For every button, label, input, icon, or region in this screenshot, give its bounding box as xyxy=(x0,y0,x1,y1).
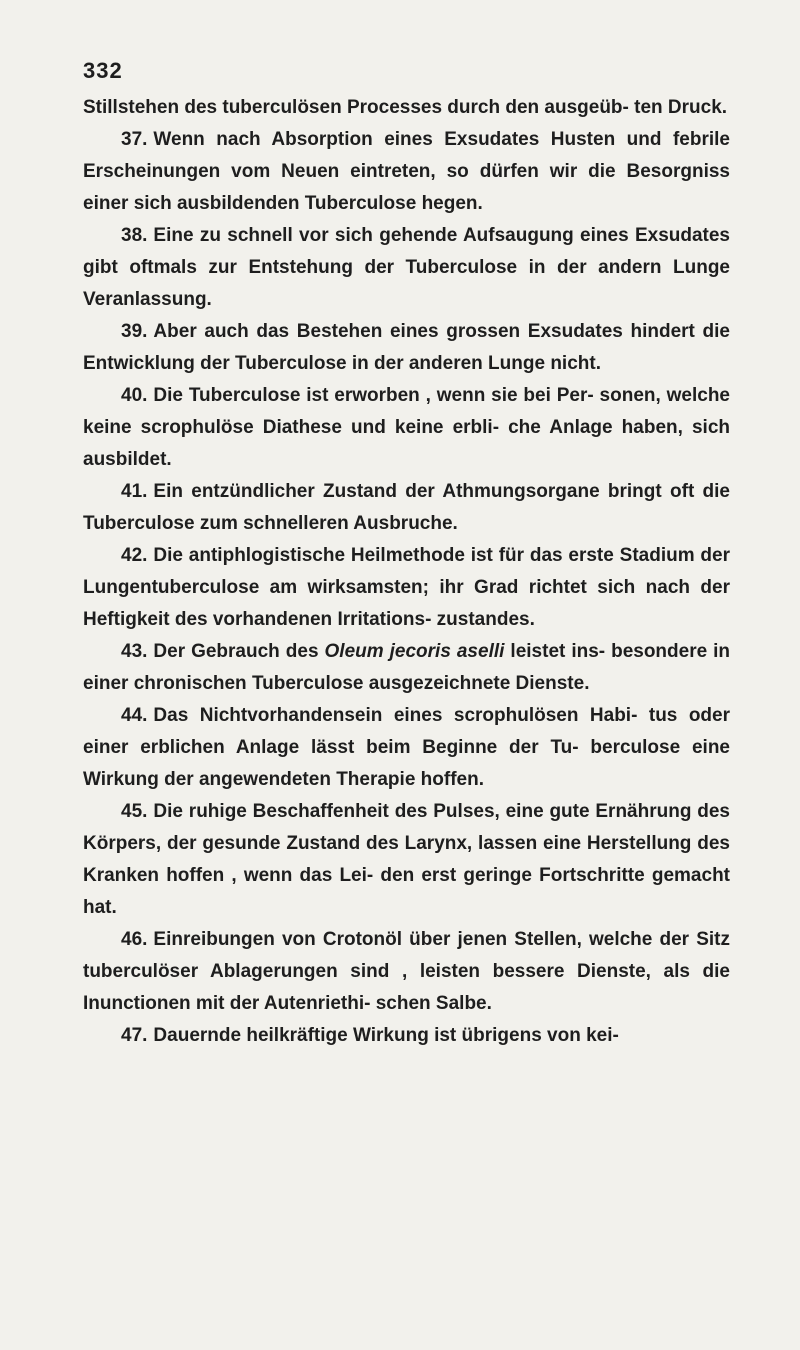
paragraph-41 xyxy=(83,476,730,540)
paragraph-text-before: Der Gebrauch des xyxy=(153,641,319,662)
paragraph-number: 47. xyxy=(121,1025,148,1046)
paragraph-text: Wenn nach Absorption eines Exsudates Husten und febrile Erscheinungen vom Neuen eintreten, so dürfen wir die Besorgniss einer sich ausbildenden Tuberculose hegen. xyxy=(83,129,730,214)
paragraph-40 xyxy=(83,380,730,476)
paragraph-number: 45. xyxy=(121,801,148,822)
paragraph-text: Einreibungen von Crotonöl über jenen Stellen, welche der Sitz tuberculöser Ablagerungen sind , leisten bessere Dienste, als die Inunctionen mit der Autenriethi- schen Salbe. xyxy=(83,929,730,1014)
paragraph-text: Die Tuberculose ist erworben , wenn sie bei Per- sonen, welche keine scrophulöse Diathese und keine erbli- che Anlage haben, sich ausbildet. xyxy=(83,385,730,470)
paragraph-text-after: leistet ins- besondere in einer chronischen Tuberculose ausgezeichnete Dienste. xyxy=(83,641,731,694)
paragraph-44 xyxy=(83,700,730,796)
paragraph-text: Aber auch das Bestehen eines grossen Exsudates hindert die Entwicklung der Tuberculose in der anderen Lunge nicht. xyxy=(83,321,730,374)
paragraph-text: Das Nichtvorhandensein eines scrophulösen Habi- tus oder einer erblichen Anlage lässt beim Beginne der Tu- berculose eine Wirkung der angewendeten Therapie hoffen. xyxy=(83,705,730,790)
paragraph-number: 39. xyxy=(121,321,148,342)
paragraph-text: Ein entzündlicher Zustand der Athmungsorgane bringt oft die Tuberculose zum schnelleren Ausbruche. xyxy=(83,481,730,534)
paragraph-46 xyxy=(83,924,730,1020)
paragraph-number: 38. xyxy=(121,225,148,246)
paragraph-43 xyxy=(83,636,730,700)
paragraph-continuation xyxy=(83,92,730,124)
paragraph-42 xyxy=(83,540,730,636)
page-number: 332 xyxy=(83,58,123,83)
paragraph-38 xyxy=(83,220,730,316)
paragraph-47 xyxy=(83,1020,730,1052)
paragraph-number: 42. xyxy=(121,545,148,566)
paragraph-number: 44. xyxy=(121,705,148,726)
paragraph-text-italic: Oleum jecoris aselli xyxy=(324,641,505,662)
paragraph-number: 43. xyxy=(121,641,148,662)
paragraph-text: Stillstehen des tuberculösen Processes durch den ausgeüb- ten Druck. xyxy=(83,97,728,118)
paragraph-text: Dauernde heilkräftige Wirkung ist übrigens von kei- xyxy=(153,1025,619,1046)
paragraph-39 xyxy=(83,316,730,380)
paragraph-37 xyxy=(83,124,730,220)
paragraph-number: 37. xyxy=(121,129,148,150)
paragraph-number: 46. xyxy=(121,929,148,950)
paragraph-45 xyxy=(83,796,730,924)
paragraph-number: 40. xyxy=(121,385,148,406)
paragraph-text: Die antiphlogistische Heilmethode ist für das erste Stadium der Lungentuberculose am wirksamsten; ihr Grad richtet sich nach der Heftigkeit des vorhandenen Irritations- zustandes. xyxy=(83,545,730,630)
paragraph-text: Die ruhige Beschaffenheit des Pulses, eine gute Ernährung des Körpers, der gesunde Zustand des Larynx, lassen eine Herstellung des Kranken hoffen , wenn das Lei- den erst geringe Fortschritte gemacht hat. xyxy=(83,801,730,918)
paragraph-number: 41. xyxy=(121,481,148,502)
paragraph-text: Eine zu schnell vor sich gehende Aufsaugung eines Exsudates gibt oftmals zur Entstehung der Tuberculose in der andern Lunge Veranlassung. xyxy=(83,225,730,310)
